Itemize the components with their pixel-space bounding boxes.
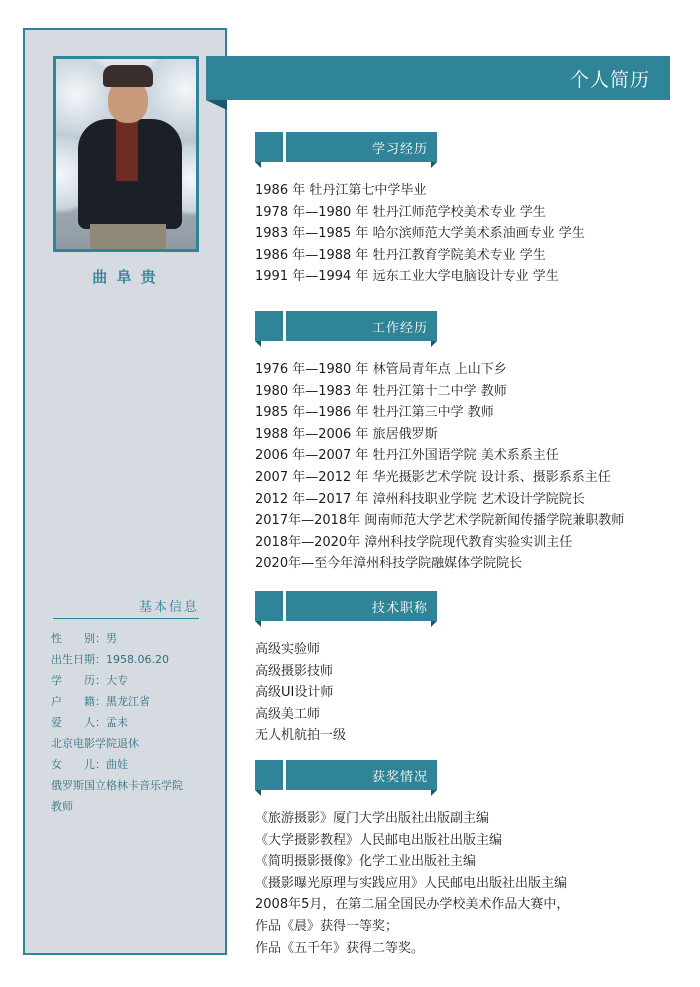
basic-info-heading: 基本信息: [53, 596, 199, 619]
section-title-work: 工作经历: [371, 321, 428, 336]
info-daughter: 女 儿：曲娃: [51, 758, 128, 771]
list-item: 《大学摄影教程》人民邮电出版社出版主编: [255, 832, 503, 848]
info-education: 学 历：大专: [51, 674, 128, 687]
banner-fold: [206, 100, 227, 110]
section-awards: [255, 760, 685, 959]
section-heading: [255, 760, 685, 790]
section-title-awards: 获奖情况: [371, 770, 428, 785]
info-spouse-detail: 北京电影学院退休: [51, 737, 139, 750]
list-item: 作品《晨》获得一等奖；: [255, 918, 399, 934]
list-item: 1985 年—1986 年 牡丹江第三中学 教师: [255, 405, 494, 421]
list-item: 高级UI设计师: [255, 685, 334, 701]
info-birthdate: 出生日期：1958.06.20: [51, 653, 169, 666]
section-title-study: 学习经历: [371, 142, 428, 157]
list-item: 1988 年—2006 年 旅居俄罗斯: [255, 426, 438, 442]
list-item: 1980 年—1983 年 牡丹江第十二中学 教师: [255, 383, 507, 399]
info-spouse: 爱 人：孟未: [51, 716, 128, 729]
profile-photo: [53, 56, 199, 252]
list-item: 2006 年—2007 年 牡丹江外国语学院 美术系系主任: [255, 448, 559, 464]
list-item: 2007 年—2012 年 华光摄影艺术学院 设计系、摄影系系主任: [255, 469, 611, 485]
basic-info-list: [51, 628, 227, 817]
list-item: 1991 年—1994 年 远东工业大学电脑设计专业 学生: [255, 269, 559, 285]
profile-name: 曲 阜 贵: [92, 268, 158, 286]
section-heading: [255, 132, 685, 162]
list-item: 高级摄影技师: [255, 663, 334, 679]
list-item: 高级美工师: [255, 706, 321, 722]
section-work: [255, 311, 685, 575]
list-item: 《旅游摄影》厦门大学出版社出版副主编: [255, 811, 490, 826]
list-item: 1986 年—1988 年 牡丹江教育学院美术专业 学生: [255, 247, 546, 263]
list-item: 高级实验师: [255, 642, 321, 657]
study-list: [255, 180, 685, 288]
list-item: 无人机航拍一级: [255, 728, 347, 744]
page-title: 个人简历: [569, 69, 650, 91]
list-item: 1976 年—1980 年 林管局青年点 上山下乡: [255, 362, 507, 377]
list-item: 2017年—2018年 闽南师范大学艺术学院新闻传播学院兼职教师: [255, 513, 625, 529]
list-item: 2012 年—2017 年 漳州科技职业学院 艺术设计学院院长: [255, 491, 585, 507]
info-daughter-role: 教师: [51, 800, 73, 813]
title-rank-list: [255, 639, 685, 747]
section-title-rank-label: 技术职称: [371, 601, 428, 616]
list-item: 2020年—至今年漳州科技学院融媒体学院院长: [255, 556, 523, 572]
section-heading: [255, 311, 685, 341]
resume-banner: [206, 56, 670, 100]
section-study: [255, 132, 685, 288]
list-item: 作品《五千年》获得二等奖。: [255, 940, 425, 956]
list-item: 1983 年—1985 年 哈尔滨师范大学美术系油画专业 学生: [255, 226, 585, 242]
awards-list: [255, 808, 685, 959]
section-heading: [255, 591, 685, 621]
profile-sidebar: [23, 28, 227, 955]
info-hometown: 户 籍：黑龙江省: [51, 695, 150, 708]
info-daughter-detail: 俄罗斯国立格林卡音乐学院: [51, 779, 183, 792]
info-gender: 性 别：男: [51, 632, 117, 645]
work-list: [255, 359, 685, 575]
list-item: 《简明摄影摄像》化学工业出版社主编: [255, 854, 477, 870]
section-title-rank: [255, 591, 685, 747]
list-item: 2018年—2020年 漳州科技学院现代教育实验实训主任: [255, 534, 573, 550]
list-item: 1986 年 牡丹江第七中学毕业: [255, 183, 427, 198]
list-item: 《摄影曝光原理与实践应用》人民邮电出版社出版主编: [255, 875, 568, 891]
list-item: 2008年5月，在第二届全国民办学校美术作品大赛中，: [255, 897, 570, 913]
list-item: 1978 年—1980 年 牡丹江师范学校美术专业 学生: [255, 204, 546, 220]
